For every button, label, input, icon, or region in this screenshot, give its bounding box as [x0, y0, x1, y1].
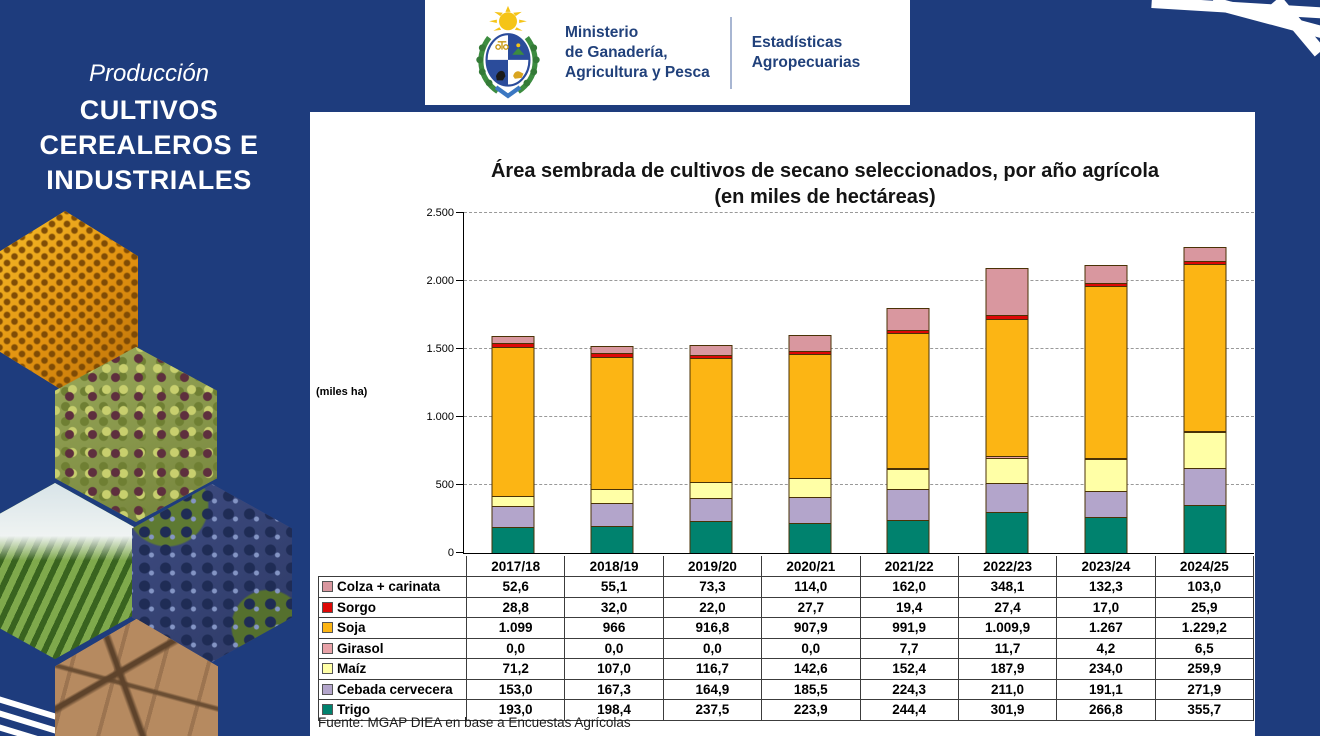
- value-cell: 17,0: [1057, 597, 1155, 618]
- series-name: Sorgo: [337, 599, 376, 615]
- value-cell: 266,8: [1057, 700, 1155, 721]
- sidebar-title-block: [0, 60, 298, 198]
- value-cell: 1.229,2: [1155, 618, 1253, 639]
- header-logo-box: [425, 0, 910, 105]
- value-cell: 153,0: [467, 679, 565, 700]
- bar-segment-colza-carinata: [887, 308, 930, 330]
- bar-segment-cebada-cervecera: [1183, 468, 1226, 505]
- ministry-line: Ministerio: [565, 23, 639, 41]
- bar-segment-colza-carinata: [986, 268, 1029, 315]
- value-cell: 0,0: [663, 638, 761, 659]
- bar-segment-cebada-cervecera: [591, 503, 634, 526]
- y-axis-tick-label: 2.000: [426, 275, 454, 287]
- bar-segment-cebada-cervecera: [788, 497, 831, 522]
- bar-segment-cebada-cervecera: [492, 506, 535, 527]
- bar-segment-colza-carinata: [1084, 265, 1127, 283]
- bar-segment-colza-carinata: [689, 345, 732, 355]
- bar-column-2017-18: [464, 213, 563, 553]
- y-axis-tick-label: 0: [447, 547, 454, 559]
- value-cell: 22,0: [663, 597, 761, 618]
- value-cell: 355,7: [1155, 700, 1253, 721]
- series-row-ma-z: [319, 659, 1254, 680]
- stacked-bar-2017-18: [492, 336, 535, 553]
- series-label-cell: [319, 638, 467, 659]
- series-label-cell: [319, 597, 467, 618]
- bar-segment-trigo: [1183, 505, 1226, 553]
- bar-segment-cebada-cervecera: [986, 483, 1029, 512]
- bar-segment-trigo: [986, 512, 1029, 553]
- stacked-bar-2024-25: [1183, 247, 1226, 553]
- value-cell: 167,3: [565, 679, 663, 700]
- chart-data-table: [318, 556, 1254, 721]
- bar-segment-ma-z: [986, 458, 1029, 484]
- value-cell: 107,0: [565, 659, 663, 680]
- y-axis-tick-label: 1.000: [426, 411, 454, 423]
- value-cell: 259,9: [1155, 659, 1253, 680]
- bar-segment-ma-z: [492, 496, 535, 506]
- stacked-bar-2018-19: [591, 346, 634, 553]
- uruguay-coat-of-arms-icon: [465, 5, 551, 101]
- bar-segment-cebada-cervecera: [887, 489, 930, 520]
- value-cell: 237,5: [663, 700, 761, 721]
- value-cell: 244,4: [860, 700, 958, 721]
- year-column-header: 2024/25: [1155, 556, 1253, 577]
- chart-subtitle: (en miles de hectáreas): [714, 186, 936, 208]
- value-cell: 27,7: [762, 597, 860, 618]
- legend-swatch-icon: [322, 622, 333, 633]
- bar-segment-trigo: [591, 526, 634, 553]
- sidebar-subtitle: Producción: [88, 60, 210, 87]
- value-cell: 152,4: [860, 659, 958, 680]
- value-cell: 301,9: [958, 700, 1056, 721]
- bar-segment-ma-z: [887, 469, 930, 490]
- value-cell: 55,1: [565, 577, 663, 598]
- year-column-header: 2017/18: [467, 556, 565, 577]
- bar-segment-trigo: [887, 520, 930, 553]
- series-row-girasol: [319, 638, 1254, 659]
- value-cell: 991,9: [860, 618, 958, 639]
- value-cell: 193,0: [467, 700, 565, 721]
- value-cell: 0,0: [762, 638, 860, 659]
- bar-segment-colza-carinata: [492, 336, 535, 343]
- year-column-header: 2023/24: [1057, 556, 1155, 577]
- series-row-colza-carinata: [319, 577, 1254, 598]
- value-cell: 0,0: [467, 638, 565, 659]
- year-header-row: [319, 556, 1254, 577]
- series-name: Colza + carinata: [337, 579, 441, 594]
- bar-segment-soja: [1084, 286, 1127, 458]
- chart-panel: [310, 112, 1255, 736]
- stats-line: Agropecuarias: [751, 53, 861, 71]
- value-cell: 27,4: [958, 597, 1056, 618]
- bar-segment-soja: [492, 347, 535, 496]
- sidebar-title-line: INDUSTRIALES: [46, 165, 252, 195]
- ministry-line: de Ganadería,: [565, 43, 668, 61]
- value-cell: 224,3: [860, 679, 958, 700]
- legend-swatch-icon: [322, 704, 333, 715]
- bar-segment-ma-z: [1183, 432, 1226, 467]
- y-axis-tick-label: 2.500: [426, 207, 454, 219]
- sidebar-title-line: CEREALEROS E: [39, 130, 259, 160]
- bar-segment-colza-carinata: [788, 335, 831, 351]
- value-cell: 19,4: [860, 597, 958, 618]
- value-cell: 1.099: [467, 618, 565, 639]
- value-cell: 348,1: [958, 577, 1056, 598]
- bar-segment-soja: [887, 333, 930, 468]
- bar-segment-soja: [986, 319, 1029, 456]
- value-cell: 1.009,9: [958, 618, 1056, 639]
- bar-segment-ma-z: [788, 478, 831, 497]
- y-axis-tick: [456, 484, 464, 485]
- value-cell: 71,2: [467, 659, 565, 680]
- value-cell: 11,7: [958, 638, 1056, 659]
- bar-segment-ma-z: [1084, 459, 1127, 491]
- legend-swatch-icon: [322, 663, 333, 674]
- value-cell: 4,2: [1057, 638, 1155, 659]
- bar-segment-soja: [591, 357, 634, 488]
- stacked-bar-2019-20: [689, 345, 732, 553]
- chart-title: Área sembrada de cultivos de secano seleccionados, por año agrícola: [490, 160, 1160, 182]
- legend-swatch-icon: [322, 602, 333, 613]
- series-name: Cebada cervecera: [337, 681, 453, 697]
- bar-column-2023-24: [1057, 213, 1156, 553]
- value-cell: 0,0: [565, 638, 663, 659]
- series-label-cell: [319, 577, 467, 598]
- value-cell: 25,9: [1155, 597, 1253, 618]
- y-axis-tick: [456, 348, 464, 349]
- statistics-unit-name: [752, 33, 861, 73]
- value-cell: 223,9: [762, 700, 860, 721]
- value-cell: 234,0: [1057, 659, 1155, 680]
- value-cell: 28,8: [467, 597, 565, 618]
- value-cell: 198,4: [565, 700, 663, 721]
- value-cell: 187,9: [958, 659, 1056, 680]
- year-column-header: 2020/21: [762, 556, 860, 577]
- series-label-cell: [319, 659, 467, 680]
- year-column-header: 2021/22: [860, 556, 958, 577]
- bar-segment-trigo: [689, 521, 732, 553]
- y-axis-label: (miles ha): [316, 386, 368, 398]
- bar-segment-cebada-cervecera: [1084, 491, 1127, 517]
- value-cell: 52,6: [467, 577, 565, 598]
- value-cell: 103,0: [1155, 577, 1253, 598]
- value-cell: 132,3: [1057, 577, 1155, 598]
- value-cell: 271,9: [1155, 679, 1253, 700]
- bar-segment-soja: [1183, 264, 1226, 431]
- stacked-bar-2022-23: [986, 268, 1029, 553]
- bar-segment-cebada-cervecera: [689, 498, 732, 520]
- stacked-bar-2021-22: [887, 308, 930, 553]
- sidebar-title-line: CULTIVOS: [79, 95, 219, 125]
- stats-line: Estadísticas: [751, 33, 843, 51]
- stacked-bar-2023-24: [1084, 265, 1127, 553]
- year-column-header: 2019/20: [663, 556, 761, 577]
- series-label-cell: [319, 618, 467, 639]
- bar-column-2020-21: [760, 213, 859, 553]
- series-name: Girasol: [337, 640, 384, 656]
- bar-segment-soja: [788, 354, 831, 477]
- bar-column-2019-20: [662, 213, 761, 553]
- ministry-line: Agricultura y Pesca: [565, 63, 710, 81]
- y-axis-tick-label: 500: [435, 479, 454, 491]
- year-column-header: 2018/19: [565, 556, 663, 577]
- y-axis-tick: [456, 416, 464, 417]
- value-cell: 162,0: [860, 577, 958, 598]
- series-row-soja: [319, 618, 1254, 639]
- table-corner-cell: [319, 556, 467, 577]
- series-row-cebada-cervecera: [319, 679, 1254, 700]
- value-cell: 142,6: [762, 659, 860, 680]
- year-column-header: 2022/23: [958, 556, 1056, 577]
- value-cell: 116,7: [663, 659, 761, 680]
- bar-column-2024-25: [1155, 213, 1254, 553]
- ministry-name: [565, 23, 710, 83]
- value-cell: 907,9: [762, 618, 860, 639]
- value-cell: 211,0: [958, 679, 1056, 700]
- series-label-cell: [319, 679, 467, 700]
- value-cell: 73,3: [663, 577, 761, 598]
- bar-segment-ma-z: [591, 489, 634, 504]
- value-cell: 32,0: [565, 597, 663, 618]
- bar-column-2022-23: [958, 213, 1057, 553]
- bar-segment-trigo: [788, 523, 831, 553]
- bar-segment-ma-z: [689, 482, 732, 498]
- header-divider: [730, 17, 732, 89]
- value-cell: 164,9: [663, 679, 761, 700]
- source-note: Fuente: MGAP DIEA en base a Encuestas Agrícolas: [318, 715, 631, 730]
- value-cell: 185,5: [762, 679, 860, 700]
- y-axis-tick: [456, 212, 464, 213]
- value-cell: 114,0: [762, 577, 860, 598]
- stacked-bar-2020-21: [788, 335, 831, 553]
- value-cell: 6,5: [1155, 638, 1253, 659]
- bar-segment-soja: [689, 358, 732, 483]
- y-axis-tick: [456, 280, 464, 281]
- value-cell: 7,7: [860, 638, 958, 659]
- legend-swatch-icon: [322, 581, 333, 592]
- bar-segment-colza-carinata: [1183, 247, 1226, 261]
- series-row-sorgo: [319, 597, 1254, 618]
- bar-column-2021-22: [859, 213, 958, 553]
- series-name: Trigo: [337, 702, 370, 717]
- series-name: Maíz: [337, 661, 367, 676]
- chart-title-block: [425, 158, 1225, 210]
- bar-column-2018-19: [563, 213, 662, 553]
- value-cell: 191,1: [1057, 679, 1155, 700]
- value-cell: 966: [565, 618, 663, 639]
- value-cell: 1.267: [1057, 618, 1155, 639]
- plot-area: [426, 207, 1254, 559]
- legend-swatch-icon: [322, 643, 333, 654]
- legend-swatch-icon: [322, 684, 333, 695]
- y-axis-tick-label: 1.500: [426, 343, 454, 355]
- y-axis-tick: [456, 552, 464, 553]
- bar-segment-trigo: [492, 527, 535, 553]
- value-cell: 916,8: [663, 618, 761, 639]
- bar-segment-colza-carinata: [591, 346, 634, 353]
- bar-segment-trigo: [1084, 517, 1127, 553]
- series-name: Soja: [337, 620, 366, 635]
